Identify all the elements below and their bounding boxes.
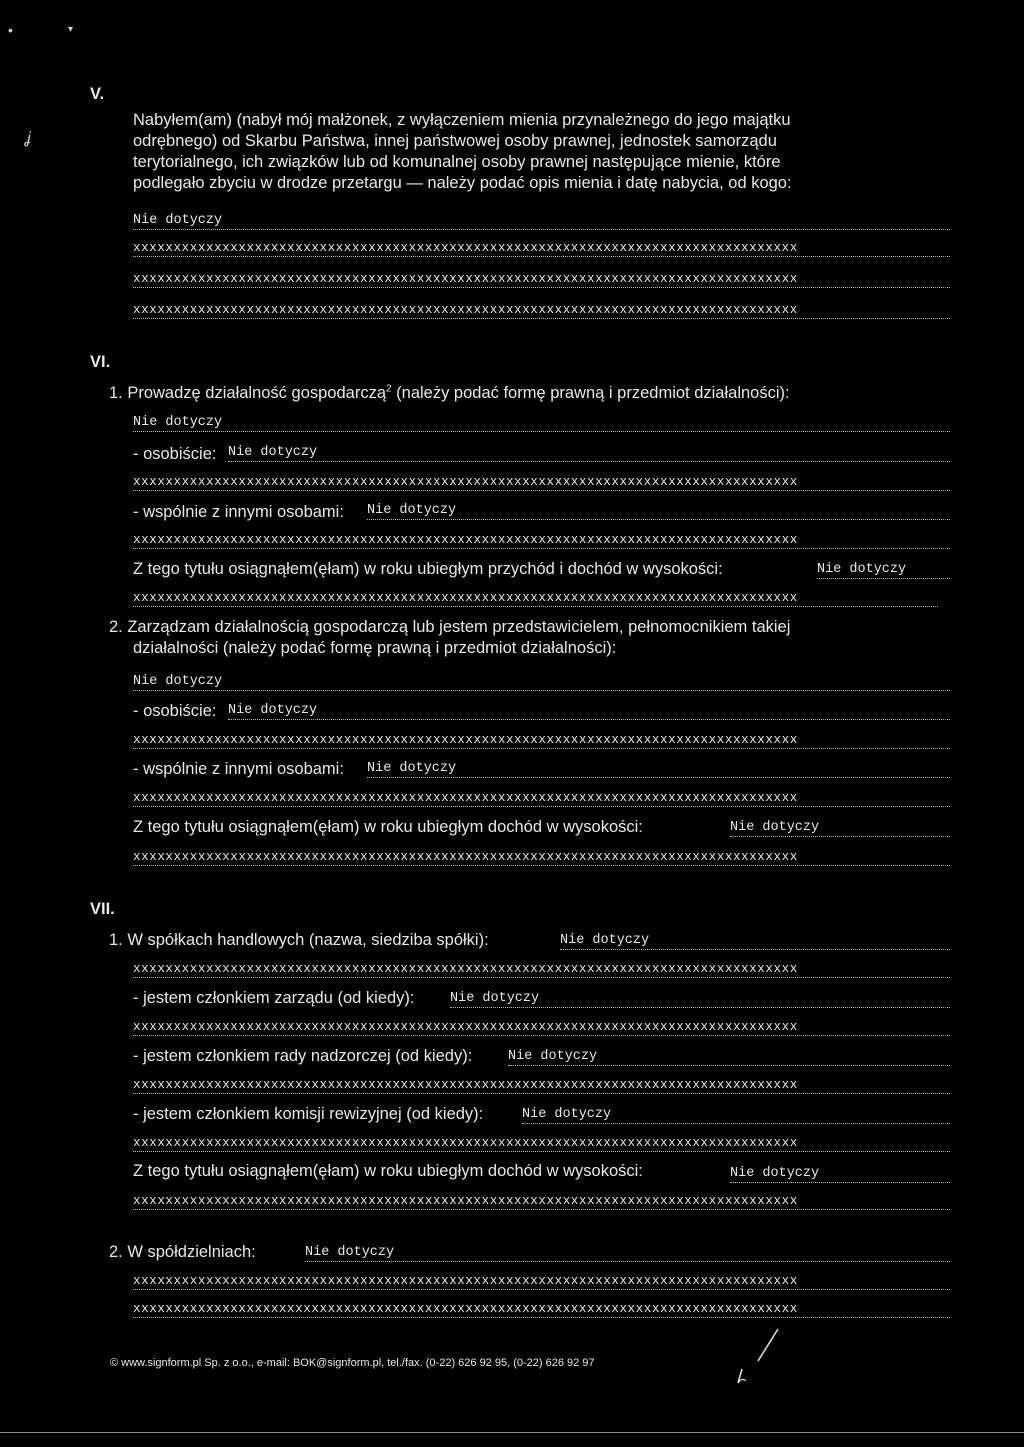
x-fill-line: xxxxxxxxxxxxxxxxxxxxxxxxxxxxxxxxxxxxxxxxxxxxxxxxxxxxxxxxxxxxxxxxxxxxxxxxxxxxxxxxxx bbox=[133, 1078, 950, 1094]
audit-committee-label: - jestem członkiem komisji rewizyjnej (od kiedy): bbox=[133, 1105, 484, 1123]
section-v-number: V. bbox=[90, 85, 105, 103]
personally-answer[interactable]: Nie dotyczy bbox=[228, 444, 950, 462]
x-fill-line: xxxxxxxxxxxxxxxxxxxxxxxxxxxxxxxxxxxxxxxxxxxxxxxxxxxxxxxxxxxxxxxxxxxxxxxxxxxxxxxxxx bbox=[133, 962, 950, 978]
jointly-answer[interactable]: Nie dotyczy bbox=[367, 760, 950, 778]
jointly-label: - wspólnie z innymi osobami: bbox=[133, 760, 344, 778]
personally-label: - osobiście: bbox=[133, 702, 217, 720]
section-vi-item1-hint: (należy podać formę prawną i przedmiot działalności): bbox=[391, 384, 790, 402]
section-vii-item1: 1. W spółkach handlowych (nazwa, siedziba spółki): bbox=[109, 931, 489, 949]
personally-label: - osobiście: bbox=[133, 445, 217, 463]
cooperatives-answer[interactable]: Nie dotyczy bbox=[305, 1244, 950, 1262]
supervisory-board-answer[interactable]: Nie dotyczy bbox=[508, 1048, 950, 1066]
scan-dot-mark: • bbox=[8, 22, 13, 38]
supervisory-board-label: - jestem członkiem rady nadzorczej (od kiedy): bbox=[133, 1047, 473, 1065]
x-fill-line: xxxxxxxxxxxxxxxxxxxxxxxxxxxxxxxxxxxxxxxxxxxxxxxxxxxxxxxxxxxxxxxxxxxxxxxxxxxxxxxxxx bbox=[133, 272, 950, 288]
audit-committee-answer[interactable]: Nie dotyczy bbox=[522, 1106, 950, 1124]
section-v-line: terytorialnego, ich związków lub od komunalnej osoby prawnej następujące mienie, które bbox=[133, 153, 781, 171]
income-answer-2[interactable]: Nie dotyczy bbox=[730, 819, 950, 837]
x-fill-line: xxxxxxxxxxxxxxxxxxxxxxxxxxxxxxxxxxxxxxxxxxxxxxxxxxxxxxxxxxxxxxxxxxxxxxxxxxxxxxxxxx bbox=[133, 1194, 950, 1210]
business-answer[interactable]: Nie dotyczy bbox=[133, 414, 950, 432]
management-answer[interactable]: Nie dotyczy bbox=[133, 673, 950, 691]
personally-answer[interactable]: Nie dotyczy bbox=[228, 702, 950, 720]
x-fill-line: xxxxxxxxxxxxxxxxxxxxxxxxxxxxxxxxxxxxxxxxxxxxxxxxxxxxxxxxxxxxxxxxxxxxxxxxxxxxxxxxxx bbox=[133, 1274, 950, 1290]
section-vi-number: VI. bbox=[90, 353, 111, 371]
x-fill-line: xxxxxxxxxxxxxxxxxxxxxxxxxxxxxxxxxxxxxxxxxxxxxxxxxxxxxxxxxxxxxxxxxxxxxxxxxxxxxxxxxx bbox=[133, 533, 950, 549]
x-fill-line: xxxxxxxxxxxxxxxxxxxxxxxxxxxxxxxxxxxxxxxxxxxxxxxxxxxxxxxxxxxxxxxxxxxxxxxxxxxxxxxxxx bbox=[133, 733, 950, 749]
section-vi-item2-line2: działalności (należy podać formę prawną i przedmiot działalności): bbox=[133, 639, 617, 657]
board-member-answer[interactable]: Nie dotyczy bbox=[450, 990, 950, 1008]
signature-stroke-icon bbox=[730, 1325, 790, 1387]
board-member-label: - jestem członkiem zarządu (od kiedy): bbox=[133, 989, 415, 1007]
page-bottom-rule bbox=[0, 1432, 1024, 1433]
companies-answer[interactable]: Nie dotyczy bbox=[560, 932, 950, 950]
x-fill-line: xxxxxxxxxxxxxxxxxxxxxxxxxxxxxxxxxxxxxxxxxxxxxxxxxxxxxxxxxxxxxxxxxxxxxxxxxxxxxxxxxx bbox=[133, 791, 950, 807]
section-v-text bbox=[133, 110, 792, 194]
section-v-line: Nabyłem(am) (nabył mój małżonek, z wyłączeniem mienia przynależnego do jego majątku bbox=[133, 111, 791, 129]
income-answer-1[interactable]: Nie dotyczy bbox=[817, 561, 950, 579]
section-v-line: podlegało zbyciu w drodze przetargu — należy podać opis mienia i datę nabycia, od kogo: bbox=[133, 174, 792, 192]
x-fill-line: xxxxxxxxxxxxxxxxxxxxxxxxxxxxxxxxxxxxxxxxxxxxxxxxxxxxxxxxxxxxxxxxxxxxxxxxxxxxxxxxxx bbox=[133, 1020, 950, 1036]
x-fill-line: xxxxxxxxxxxxxxxxxxxxxxxxxxxxxxxxxxxxxxxxxxxxxxxxxxxxxxxxxxxxxxxxxxxxxxxxxxxxxxxxxx bbox=[133, 241, 950, 257]
scan-tick-mark: ▾ bbox=[68, 24, 74, 35]
section-vii-item2: 2. W spółdzielniach: bbox=[109, 1243, 256, 1261]
footer-credit: © www.signform.pl Sp. z o.o., e-mail: BOK@signform.pl, tel./fax. (0-22) 626 92 95, (0-22) 626 92 97 bbox=[110, 1357, 595, 1369]
jointly-label: - wspólnie z innymi osobami: bbox=[133, 503, 344, 521]
income-label-2: Z tego tytułu osiągnąłem(ęłam) w roku ubiegłym dochód w wysokości: bbox=[133, 818, 643, 836]
x-fill-line: xxxxxxxxxxxxxxxxxxxxxxxxxxxxxxxxxxxxxxxxxxxxxxxxxxxxxxxxxxxxxxxxxxxxxxxxxxxxxxxxxx bbox=[133, 475, 950, 491]
x-fill-line: xxxxxxxxxxxxxxxxxxxxxxxxxxxxxxxxxxxxxxxxxxxxxxxxxxxxxxxxxxxxxxxxxxxxxxxxxxxxxxxxxx bbox=[133, 303, 950, 319]
section-vii-number: VII. bbox=[90, 900, 115, 918]
section-vi-item1 bbox=[109, 383, 790, 403]
x-fill-line: xxxxxxxxxxxxxxxxxxxxxxxxxxxxxxxxxxxxxxxxxxxxxxxxxxxxxxxxxxxxxxxxxxxxxxxxxxxxxxxxxx bbox=[133, 850, 950, 866]
jointly-answer[interactable]: Nie dotyczy bbox=[367, 502, 950, 520]
section-v-answer[interactable]: Nie dotyczy bbox=[133, 212, 950, 230]
income-label-1: Z tego tytułu osiągnąłem(ęłam) w roku ubiegłym przychód i dochód w wysokości: bbox=[133, 560, 723, 578]
income-label-3: Z tego tytułu osiągnąłem(ęłam) w roku ubiegłym dochód w wysokości: bbox=[133, 1162, 643, 1180]
section-v-line: odrębnego) od Skarbu Państwa, innej państwowej osoby prawnej, jednostek samorządu bbox=[133, 132, 777, 150]
scan-margin-mark: ʝ bbox=[26, 130, 31, 147]
income-answer-3[interactable]: Nie dotyczy bbox=[730, 1165, 950, 1183]
section-vi-item2-line1: 2. Zarządzam działalnością gospodarczą lub jestem przedstawicielem, pełnomocnikiem takiej bbox=[109, 618, 791, 636]
section-vi-item1-label: 1. Prowadzę działalność gospodarczą bbox=[109, 384, 386, 402]
x-fill-line: xxxxxxxxxxxxxxxxxxxxxxxxxxxxxxxxxxxxxxxxxxxxxxxxxxxxxxxxxxxxxxxxxxxxxxxxxxxxxxxxxx bbox=[133, 591, 938, 607]
x-fill-line: xxxxxxxxxxxxxxxxxxxxxxxxxxxxxxxxxxxxxxxxxxxxxxxxxxxxxxxxxxxxxxxxxxxxxxxxxxxxxxxxxx bbox=[133, 1302, 950, 1318]
x-fill-line: xxxxxxxxxxxxxxxxxxxxxxxxxxxxxxxxxxxxxxxxxxxxxxxxxxxxxxxxxxxxxxxxxxxxxxxxxxxxxxxxxx bbox=[133, 1136, 950, 1152]
footnote-marker: 2 bbox=[386, 383, 392, 395]
